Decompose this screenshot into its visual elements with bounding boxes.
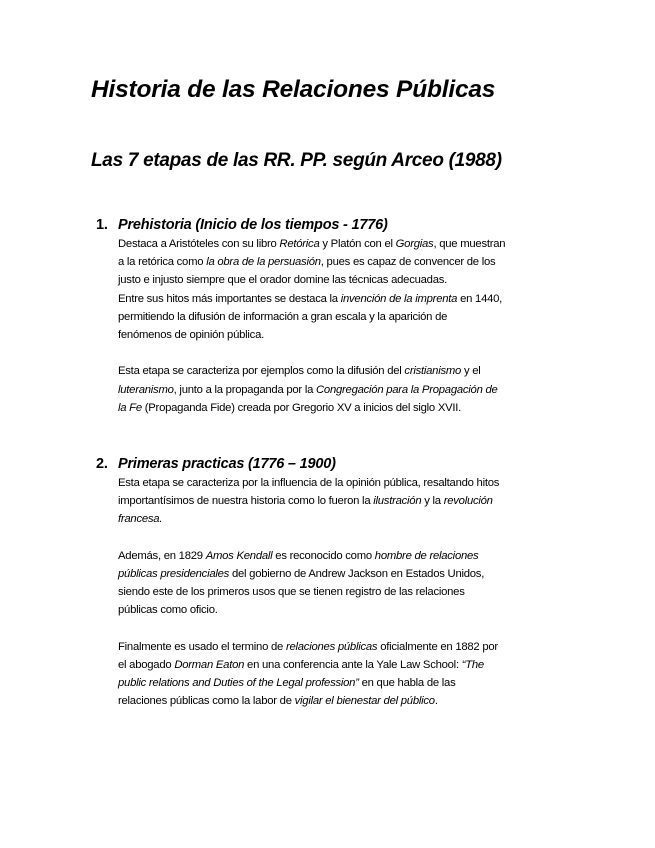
- text-run: importantísimos de nuestra historia como lo fueron la: [118, 495, 374, 508]
- text-run: , junto a la propaganda por la: [173, 383, 317, 396]
- paragraph: [118, 235, 566, 344]
- text-run: relaciones públicas: [285, 640, 378, 653]
- section-number: 2.: [96, 456, 108, 472]
- text-run: y Platón con el: [319, 238, 396, 250]
- text-run: Además, en 1829: [118, 549, 206, 562]
- text-run: (Propaganda Fide) creada por Gregorio XV a inicios del siglo XVII.: [141, 401, 462, 414]
- text-run: ilustración: [373, 495, 422, 508]
- text-run: la obra de la persuasión: [206, 256, 321, 269]
- text-run: “The: [461, 659, 484, 671]
- text-run: Congregación para la Propagación de: [316, 383, 498, 396]
- section-heading: [96, 454, 566, 474]
- paragraph: [118, 638, 566, 711]
- paragraph: [118, 547, 566, 620]
- text-run: hombre de relaciones: [374, 549, 479, 562]
- text-run: a la retórica como: [118, 256, 207, 269]
- text-run: y la: [421, 495, 444, 508]
- text-run: en que habla de las: [358, 677, 456, 690]
- text-run: públicas como oficio.: [118, 604, 218, 617]
- text-run: siendo este de los primeros usos que se tienen registro de las relaciones: [118, 586, 465, 599]
- text-run: , que muestran: [433, 238, 506, 250]
- section-prehistoria: [96, 215, 566, 417]
- text-run: revolución: [443, 495, 493, 508]
- text-run: .: [434, 695, 438, 708]
- text-run: Dorman Eaton: [174, 659, 245, 671]
- section-number: 1.: [96, 217, 108, 233]
- text-run: Entre sus hitos más importantes se destaca la: [118, 292, 341, 305]
- section-primeras-practicas: [96, 454, 566, 711]
- text-run: la Fe: [118, 401, 142, 414]
- text-run: public relations and Duties of the Legal profession”: [118, 677, 359, 690]
- section-body: [118, 474, 566, 711]
- text-run: , pues es capaz de convencer de los: [320, 256, 496, 269]
- text-run: fenómenos de opinión pública.: [118, 329, 264, 342]
- text-run: en 1440,: [457, 292, 503, 305]
- paragraph: [118, 362, 566, 417]
- text-run: Esta etapa se caracteriza por la influencia de la opinión pública, resaltando hitos: [118, 477, 500, 489]
- paragraph: [118, 474, 566, 529]
- text-run: Esta etapa se caracteriza por ejemplos como la difusión del: [118, 365, 405, 378]
- text-run: permitiendo la difusión de información a gran escala y la aparición de: [118, 310, 448, 323]
- text-run: y el: [461, 365, 481, 378]
- text-run: del gobierno de Andrew Jackson en Estados Unidos,: [229, 568, 485, 580]
- text-run: relaciones públicas como la labor de: [118, 695, 295, 708]
- text-run: francesa.: [118, 513, 163, 526]
- text-run: cristianismo: [404, 365, 462, 378]
- section-heading: [96, 215, 566, 235]
- text-run: es reconocido como: [272, 549, 375, 562]
- text-run: Finalmente es usado el termino de: [118, 640, 286, 653]
- text-run: Amos Kendall: [205, 549, 273, 562]
- text-run: invención de la imprenta: [340, 292, 458, 305]
- text-run: Destaca a Aristóteles con su libro: [118, 238, 280, 250]
- text-run: luteranismo: [118, 383, 174, 396]
- text-run: el abogado: [118, 659, 175, 671]
- text-run: Gorgias: [395, 238, 434, 250]
- page-title: Historia de las Relaciones Públicas: [91, 76, 496, 103]
- text-run: oficialmente en 1882 por: [377, 640, 498, 653]
- section-body: [118, 235, 566, 417]
- section-title: Prehistoria (Inicio de los tiempos - 1776): [118, 217, 388, 233]
- text-run: públicas presidenciales: [118, 568, 230, 580]
- section-title: Primeras practicas (1776 – 1900): [118, 456, 336, 472]
- text-run: Retórica: [279, 238, 320, 250]
- page-subtitle: Las 7 etapas de las RR. PP. según Arceo (1988): [91, 150, 502, 171]
- text-run: vigilar el bienestar del público: [294, 695, 435, 708]
- text-run: en una conferencia ante la Yale Law School:: [244, 659, 462, 671]
- text-run: justo e injusto siempre que el orador domine las técnicas adecuadas.: [118, 274, 448, 287]
